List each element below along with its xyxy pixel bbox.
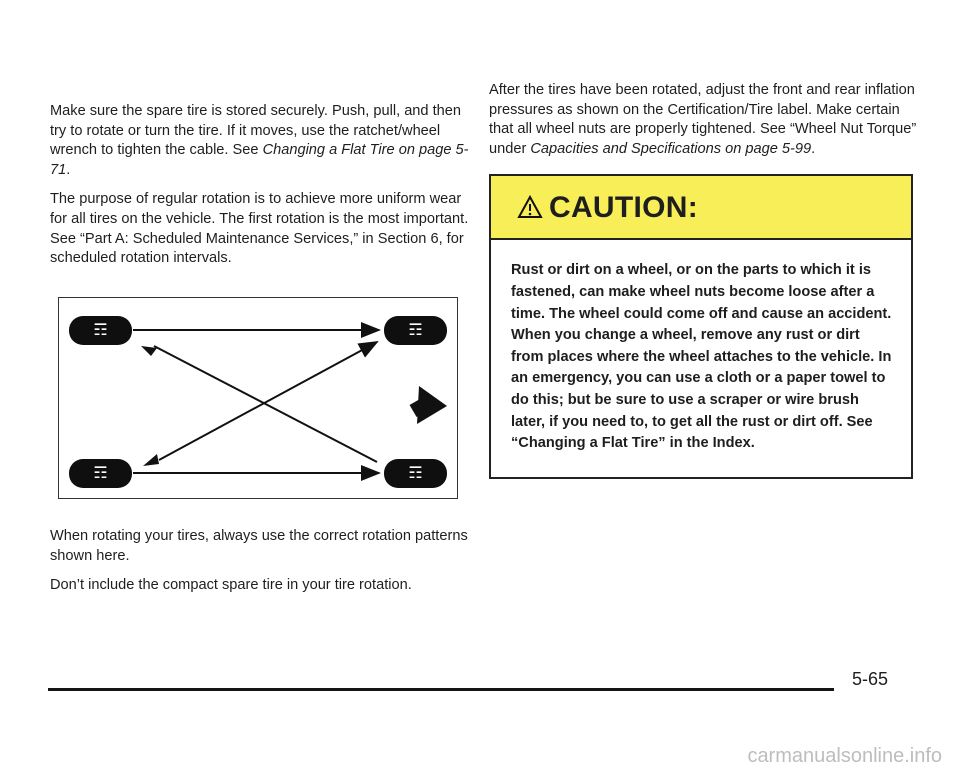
- tire-right-front: ☶: [384, 316, 447, 345]
- footer-rule: [48, 688, 834, 691]
- forward-direction-icon: [410, 386, 447, 424]
- caution-header: [491, 176, 911, 240]
- watermark: carmanualsonline.info: [747, 745, 942, 767]
- caution-title: CAUTION:: [549, 190, 699, 224]
- arrowhead-cross-downleft: [143, 454, 159, 466]
- rotation-purpose-paragraph: The purpose of regular rotation is to achieve more uniform wear for all tires on the vehicle. The first rotation is the most important. See “Part A: Scheduled Maintenance Services,” in Section 6, for scheduled rotation intervals.: [50, 191, 469, 267]
- tire-rotation-diagram: [58, 297, 458, 499]
- spare-tire-paragraph: Make sure the spare tire is stored securely. Push, pull, and then try to rotate or turn the tire. If it moves, use the ratchet/wheel wrench to tighten the cable. See Changing a Flat Tire on page 5-71.: [50, 103, 469, 178]
- tire-left-front: ☶: [69, 316, 132, 345]
- inflation-paragraph: After the tires have been rotated, adjust the front and rear inflation pressures as shown on the Certification/Tire label. Make certain that all wheel nuts are properly tightened. See “Wheel Nut Torque” under Capacities and Specifications on page 5-99.: [489, 82, 917, 157]
- caution-box: [489, 174, 913, 478]
- capacities-link[interactable]: Capacities and Specifications on page 5-99: [530, 140, 812, 157]
- left-column: [50, 102, 470, 279]
- tire-left-rear: ☶: [69, 459, 132, 488]
- page-number: 5-65: [852, 669, 889, 689]
- right-column: [489, 81, 921, 479]
- warning-triangle-icon: [517, 195, 543, 219]
- rotation-pattern-paragraph: When rotating your tires, always use the correct rotation patterns shown here.: [50, 528, 468, 564]
- arrow-cross-up: [159, 342, 377, 460]
- arrowhead-cross-upleft: [141, 346, 157, 356]
- left-column-bottom: [50, 527, 470, 606]
- flat-tire-link[interactable]: Changing a Flat Tire on page 5-71: [50, 142, 469, 178]
- compact-spare-paragraph: Don’t include the compact spare tire in your tire rotation.: [50, 577, 412, 594]
- tire-right-rear: ☶: [384, 459, 447, 488]
- caution-text: Rust or dirt on a wheel, or on the parts to which it is fastened, can make wheel nuts become loose after a time. The wheel could come off and cause an accident. When you change a wheel, remove any rust or dirt from places where the wheel attaches to the vehicle. In an emergency, you can use a cloth or a paper towel to do this; but be sure to use a scraper or wire brush later, if you need to, to get all the rust or dirt off. See “Changing a Flat Tire” in the Index.: [511, 262, 892, 452]
